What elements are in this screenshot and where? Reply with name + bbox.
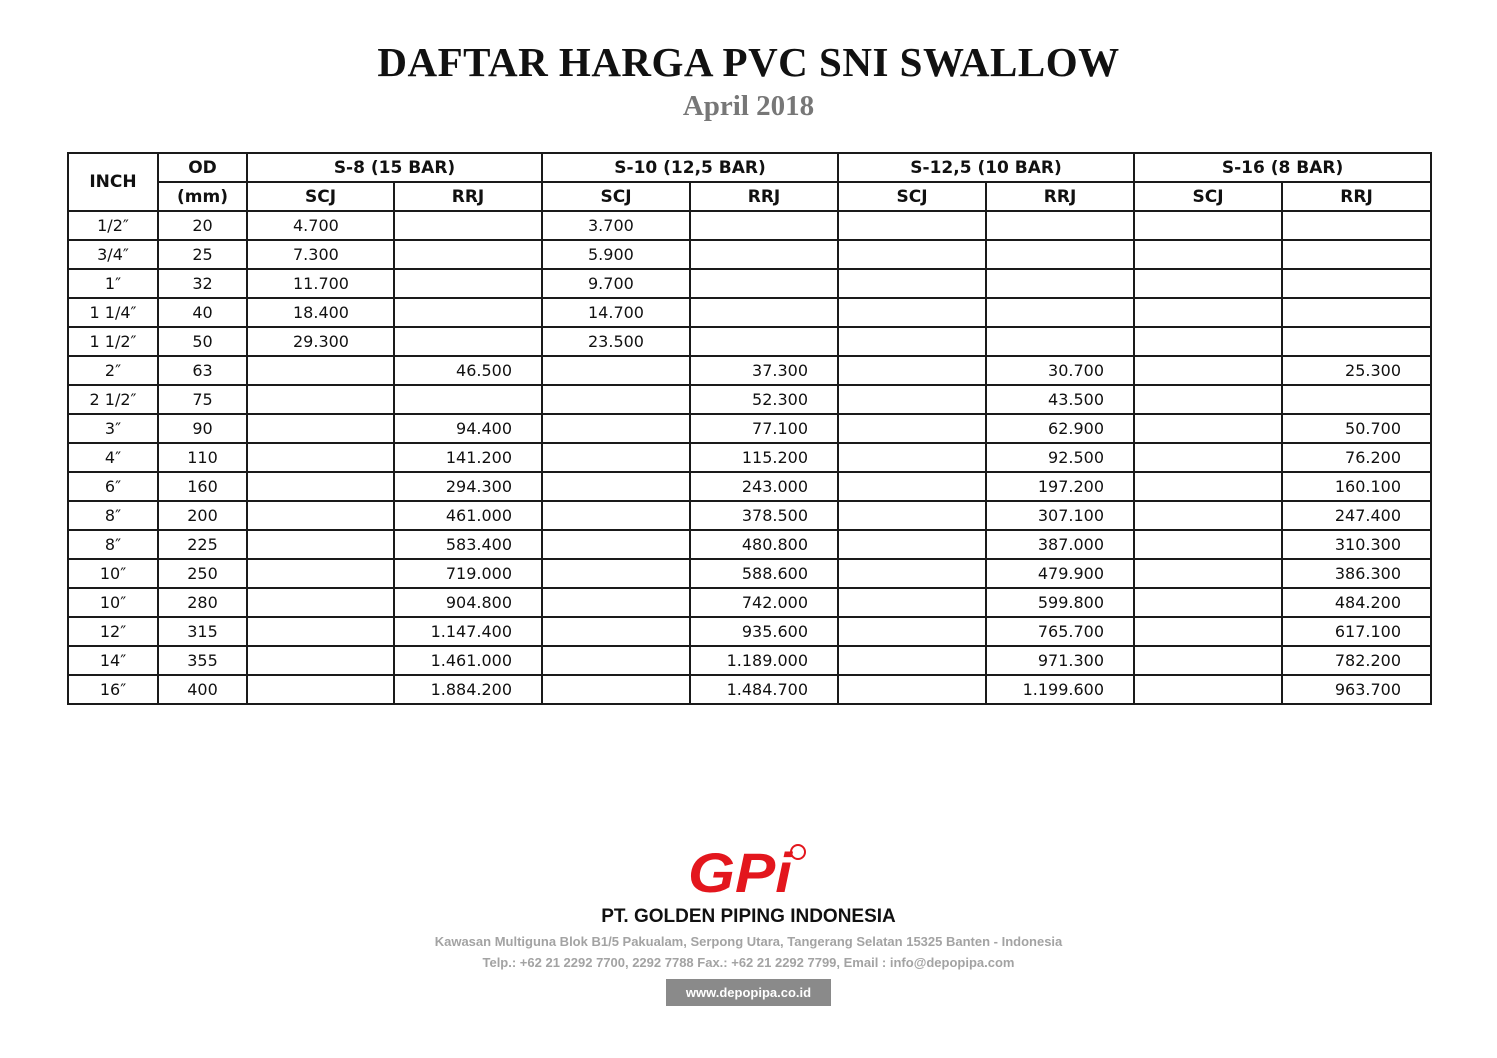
cell-price-rrj: 141.200 [394,443,542,472]
cell-price-rrj: 378.500 [690,501,838,530]
header-scj: SCJ [1134,182,1282,211]
company-address: Kawasan Multiguna Blok B1/5 Pakualam, Serpong Utara, Tangerang Selatan 15325 Banten - Indonesia [434,934,1063,949]
cell-price-scj [542,675,690,704]
cell-price-scj [247,675,394,704]
cell-price-rrj [394,240,542,269]
cell-price-rrj: 94.400 [394,414,542,443]
header-group-s8: S-8 (15 BAR) [247,153,542,182]
cell-price-rrj: 479.900 [986,559,1134,588]
table-row [68,559,1431,588]
cell-price-rrj: 1.484.700 [690,675,838,704]
cell-price-rrj [986,240,1134,269]
cell-price-scj [1134,588,1282,617]
cell-price-scj [1134,240,1282,269]
cell-price-rrj: 77.100 [690,414,838,443]
header-rrj: RRJ [394,182,542,211]
cell-price-rrj [394,269,542,298]
cell-price-scj [838,414,986,443]
cell-inch: 3″ [68,414,158,443]
cell-price-rrj: 76.200 [1282,443,1431,472]
table-row [68,530,1431,559]
cell-inch: 14″ [68,646,158,675]
cell-price-rrj: 461.000 [394,501,542,530]
cell-price-rrj: 50.700 [1282,414,1431,443]
cell-price-rrj: 484.200 [1282,588,1431,617]
cell-price-rrj: 583.400 [394,530,542,559]
table-row [68,472,1431,501]
cell-price-scj [1134,559,1282,588]
table-row [68,414,1431,443]
cell-price-scj [838,240,986,269]
cell-od: 50 [158,327,247,356]
cell-price-rrj: 963.700 [1282,675,1431,704]
header-scj: SCJ [542,182,690,211]
cell-price-scj [838,472,986,501]
cell-price-rrj: 43.500 [986,385,1134,414]
cell-price-scj [1134,530,1282,559]
cell-price-rrj [690,211,838,240]
cell-price-rrj [986,298,1134,327]
cell-price-scj: 14.700 [542,298,690,327]
cell-od: 225 [158,530,247,559]
table-row [68,385,1431,414]
page-title: DAFTAR HARGA PVC SNI SWALLOW [377,39,1120,85]
table-row [68,443,1431,472]
cell-od: 90 [158,414,247,443]
cell-od: 63 [158,356,247,385]
price-table [67,152,1432,705]
logo-text: GPi [688,842,794,900]
cell-price-scj: 9.700 [542,269,690,298]
cell-price-scj [247,646,394,675]
cell-price-rrj: 480.800 [690,530,838,559]
cell-inch: 2″ [68,356,158,385]
cell-inch: 16″ [68,675,158,704]
cell-inch: 1/2″ [68,211,158,240]
cell-price-rrj: 742.000 [690,588,838,617]
cell-price-scj [542,443,690,472]
cell-price-scj [247,501,394,530]
cell-price-rrj: 243.000 [690,472,838,501]
header-rrj: RRJ [1282,182,1431,211]
cell-price-rrj: 307.100 [986,501,1134,530]
cell-price-scj [542,617,690,646]
cell-price-scj [542,559,690,588]
cell-od: 250 [158,559,247,588]
cell-price-scj [838,269,986,298]
cell-price-rrj: 115.200 [690,443,838,472]
cell-price-rrj: 1.147.400 [394,617,542,646]
cell-price-rrj: 1.884.200 [394,675,542,704]
cell-price-scj: 3.700 [542,211,690,240]
cell-price-scj: 5.900 [542,240,690,269]
header-od-unit: (mm) [158,182,247,211]
cell-price-scj [542,530,690,559]
cell-od: 25 [158,240,247,269]
website-link[interactable]: www.depopipa.co.id [666,979,831,1006]
cell-inch: 8″ [68,501,158,530]
cell-od: 110 [158,443,247,472]
cell-price-scj [838,675,986,704]
table-body [68,211,1431,704]
cell-inch: 4″ [68,443,158,472]
cell-price-scj [542,588,690,617]
cell-price-rrj [690,269,838,298]
cell-price-rrj: 617.100 [1282,617,1431,646]
company-contact: Telp.: +62 21 2292 7700, 2292 7788 Fax.: +62 21 2292 7799, Email : info@depopipa.com [482,955,1015,970]
cell-price-rrj [986,327,1134,356]
cell-price-rrj [690,327,838,356]
cell-price-rrj [394,385,542,414]
cell-price-scj [1134,472,1282,501]
cell-inch: 1 1/4″ [68,298,158,327]
cell-price-scj [542,385,690,414]
header-rrj: RRJ [690,182,838,211]
cell-price-rrj: 1.199.600 [986,675,1134,704]
cell-price-scj: 29.300 [247,327,394,356]
cell-price-rrj: 310.300 [1282,530,1431,559]
cell-inch: 10″ [68,588,158,617]
cell-price-rrj: 765.700 [986,617,1134,646]
table-row [68,501,1431,530]
table-header [68,153,1431,211]
header-rrj: RRJ [986,182,1134,211]
cell-price-scj [247,356,394,385]
cell-price-scj [542,414,690,443]
cell-od: 160 [158,472,247,501]
cell-price-scj [838,559,986,588]
cell-price-rrj: 247.400 [1282,501,1431,530]
cell-price-scj [542,501,690,530]
cell-price-scj [247,530,394,559]
cell-price-scj [838,211,986,240]
cell-price-scj [1134,327,1282,356]
cell-price-scj: 11.700 [247,269,394,298]
cell-price-rrj [986,269,1134,298]
cell-price-scj [838,588,986,617]
cell-od: 280 [158,588,247,617]
cell-price-scj [247,472,394,501]
table-row [68,298,1431,327]
company-name: PT. GOLDEN PIPING INDONESIA [601,906,896,927]
cell-price-rrj [690,298,838,327]
cell-price-rrj [1282,385,1431,414]
cell-price-rrj: 719.000 [394,559,542,588]
header-scj: SCJ [247,182,394,211]
cell-price-rrj: 782.200 [1282,646,1431,675]
cell-od: 40 [158,298,247,327]
cell-price-scj [838,443,986,472]
cell-od: 200 [158,501,247,530]
table-row [68,646,1431,675]
cell-price-rrj [1282,327,1431,356]
cell-price-scj [1134,646,1282,675]
cell-price-scj [838,646,986,675]
cell-price-scj: 4.700 [247,211,394,240]
cell-price-rrj: 46.500 [394,356,542,385]
cell-price-rrj: 52.300 [690,385,838,414]
cell-price-rrj: 160.100 [1282,472,1431,501]
cell-price-scj [247,385,394,414]
cell-price-rrj: 25.300 [1282,356,1431,385]
logo-dot-icon [791,845,805,859]
cell-price-scj [247,414,394,443]
table-row [68,269,1431,298]
cell-price-rrj [1282,211,1431,240]
cell-price-rrj [1282,269,1431,298]
cell-inch: 3/4″ [68,240,158,269]
cell-price-rrj: 30.700 [986,356,1134,385]
header-scj: SCJ [838,182,986,211]
cell-price-scj [247,617,394,646]
cell-price-scj [838,327,986,356]
cell-price-scj: 23.500 [542,327,690,356]
cell-price-scj [838,617,986,646]
cell-price-scj [838,298,986,327]
header-inch: INCH [68,153,158,211]
cell-inch: 8″ [68,530,158,559]
cell-price-scj [247,443,394,472]
cell-price-rrj: 599.800 [986,588,1134,617]
cell-price-rrj [690,240,838,269]
cell-price-rrj [986,211,1134,240]
table-row [68,327,1431,356]
header-group-s10: S-10 (12,5 BAR) [542,153,838,182]
cell-od: 355 [158,646,247,675]
table-row [68,617,1431,646]
cell-price-rrj [394,211,542,240]
cell-price-rrj: 971.300 [986,646,1134,675]
cell-price-scj [1134,675,1282,704]
cell-price-scj [247,588,394,617]
cell-od: 315 [158,617,247,646]
cell-price-scj [1134,414,1282,443]
cell-price-scj [1134,501,1282,530]
cell-od: 400 [158,675,247,704]
cell-od: 20 [158,211,247,240]
cell-price-rrj: 588.600 [690,559,838,588]
gpi-logo [686,842,810,900]
table-row [68,675,1431,704]
cell-od: 75 [158,385,247,414]
cell-price-scj [838,501,986,530]
cell-price-scj [838,530,986,559]
cell-price-scj [247,559,394,588]
cell-inch: 1″ [68,269,158,298]
cell-price-scj [1134,298,1282,327]
table-row [68,356,1431,385]
cell-price-rrj: 386.300 [1282,559,1431,588]
header-group-s12-5: S-12,5 (10 BAR) [838,153,1134,182]
cell-price-rrj: 1.461.000 [394,646,542,675]
cell-price-rrj: 935.600 [690,617,838,646]
cell-price-rrj: 387.000 [986,530,1134,559]
cell-price-scj: 18.400 [247,298,394,327]
cell-price-scj [1134,356,1282,385]
cell-price-scj [542,646,690,675]
cell-price-scj [1134,443,1282,472]
cell-price-rrj: 294.300 [394,472,542,501]
cell-inch: 2 1/2″ [68,385,158,414]
cell-price-rrj: 37.300 [690,356,838,385]
table-row [68,588,1431,617]
cell-price-rrj: 197.200 [986,472,1134,501]
cell-price-scj [1134,385,1282,414]
cell-inch: 10″ [68,559,158,588]
cell-price-scj [542,472,690,501]
table-row [68,211,1431,240]
cell-price-scj [542,356,690,385]
cell-price-scj [1134,269,1282,298]
cell-price-scj [1134,211,1282,240]
cell-price-rrj: 904.800 [394,588,542,617]
cell-price-scj: 7.300 [247,240,394,269]
cell-price-rrj [394,327,542,356]
page-subtitle: April 2018 [682,90,815,122]
cell-price-rrj [1282,240,1431,269]
cell-price-rrj: 92.500 [986,443,1134,472]
cell-price-rrj: 1.189.000 [690,646,838,675]
cell-inch: 12″ [68,617,158,646]
cell-inch: 1 1/2″ [68,327,158,356]
cell-price-rrj: 62.900 [986,414,1134,443]
header-group-s16: S-16 (8 BAR) [1134,153,1431,182]
cell-price-scj [838,356,986,385]
cell-price-rrj [394,298,542,327]
cell-price-rrj [1282,298,1431,327]
cell-price-scj [838,385,986,414]
cell-price-scj [1134,617,1282,646]
table-row [68,240,1431,269]
header-od: OD [158,153,247,182]
cell-inch: 6″ [68,472,158,501]
cell-od: 32 [158,269,247,298]
